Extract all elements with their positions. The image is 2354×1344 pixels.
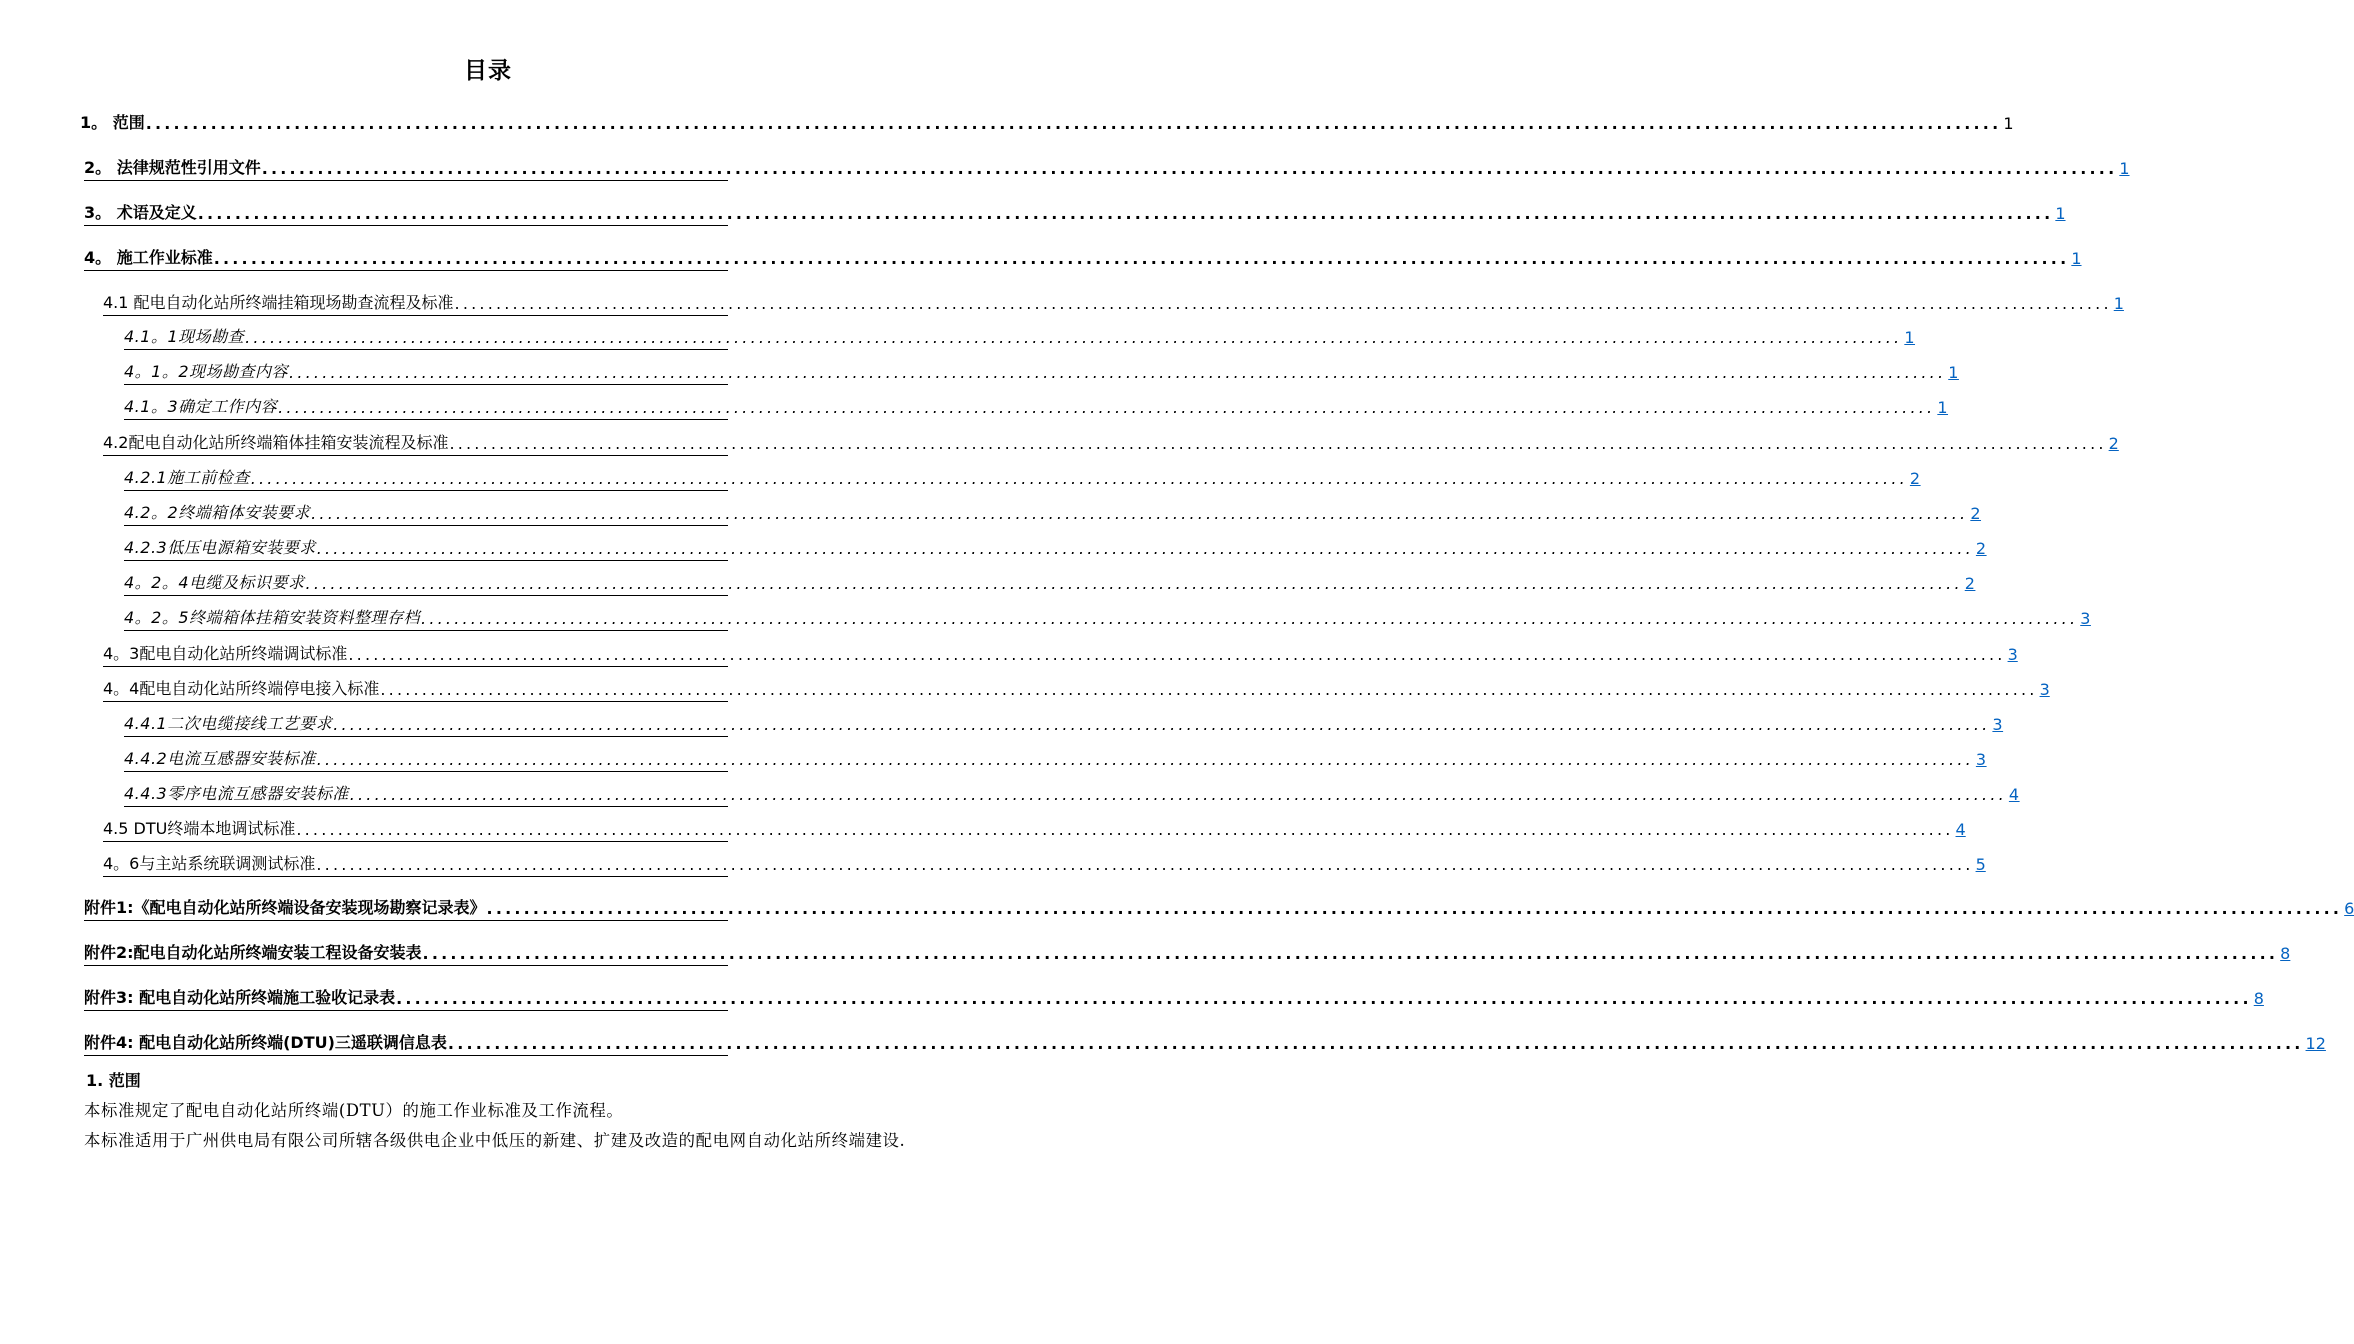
toc-entry-title: 4。4配电自动化站所终端停电接入标准 [103, 679, 380, 698]
toc-entry[interactable] [124, 538, 1987, 561]
toc-entry-title: 4.2。2终端箱体安装要求 [124, 503, 311, 522]
toc-page-number[interactable]: 1 [1948, 363, 1959, 382]
toc-page-number[interactable]: 4 [2008, 785, 2020, 804]
toc-page-number[interactable]: 1 [2003, 114, 2014, 133]
toc-dot-leader: ........................................................................................................................................................................................................ [278, 398, 1936, 417]
toc-entry-title: 3。 术语及定义 [84, 203, 197, 222]
toc-entry[interactable] [124, 608, 2091, 631]
scope-section [48, 1066, 918, 1156]
toc-dot-leader: ........................................................................................................................................................................................................ [380, 680, 2038, 699]
toc-entry[interactable] [124, 573, 1976, 596]
toc-page-number[interactable]: 2 [1975, 539, 1987, 558]
toc-page-number[interactable]: 1 [2071, 249, 2082, 268]
toc-entry-title: 4。6与主站系统联调测试标准 [103, 854, 316, 873]
toc-entry-title: 附件3: 配电自动化站所终端施工验收记录表 [84, 988, 396, 1007]
toc-entry-title: 2。 法律规范性引用文件 [84, 158, 261, 177]
toc-entry[interactable] [103, 854, 1986, 877]
toc-dot-leader: ........................................................................................................................................................................................................ [396, 989, 2252, 1008]
toc-dot-leader: ........................................................................................................................................................................................................ [197, 204, 2054, 223]
toc-entry[interactable] [103, 644, 2018, 667]
toc-entry[interactable] [84, 898, 2354, 921]
toc-page-number[interactable]: 1 [1904, 328, 1916, 347]
toc-entry[interactable] [124, 362, 1959, 385]
toc-page-number[interactable]: 3 [2039, 680, 2050, 699]
toc-dot-leader: ........................................................................................................................................................................................................ [447, 1034, 2304, 1053]
toc-entry-title: 4.5 DTU终端本地调试标准 [103, 819, 296, 838]
toc-page-number[interactable]: 3 [1992, 715, 2004, 734]
toc-page-number[interactable]: 1 [2055, 204, 2066, 223]
toc-entry[interactable] [124, 468, 1921, 491]
toc-dot-leader: ........................................................................................................................................................................................................ [145, 114, 2002, 133]
toc-dot-leader: ........................................................................................................................................................................................................ [333, 715, 1991, 734]
toc-entry-title: 4.1。3确定工作内容 [124, 397, 278, 416]
toc-entry-title: 附件2:配电自动化站所终端安装工程设备安装表 [84, 943, 422, 962]
toc-entry-title: 4。2。5终端箱体挂箱安装资料整理存档 [124, 608, 421, 627]
toc-dot-leader: ........................................................................................................................................................................................................ [305, 574, 1963, 593]
toc-dot-leader: ........................................................................................................................................................................................................ [316, 750, 1974, 769]
toc-dot-leader: ........................................................................................................................................................................................................ [348, 645, 2006, 664]
toc-entry[interactable] [103, 293, 2124, 316]
toc-dot-leader: ........................................................................................................................................................................................................ [316, 855, 1974, 874]
toc-dot-leader: ........................................................................................................................................................................................................ [250, 469, 1908, 488]
toc-entry[interactable] [84, 248, 2082, 271]
toc-page-number[interactable]: 1 [2113, 294, 2124, 313]
toc-dot-leader: ........................................................................................................................................................................................................ [486, 899, 2343, 918]
toc-entry-title: 4.4.3零序电流互感器安装标准 [124, 784, 349, 803]
toc-dot-leader: ........................................................................................................................................................................................................ [261, 159, 2118, 178]
toc-entry[interactable] [103, 679, 2050, 702]
toc-page-number[interactable]: 8 [2253, 989, 2264, 1008]
toc-dot-leader: ........................................................................................................................................................................................................ [422, 944, 2279, 963]
toc-entry-title: 1。 范围 [80, 113, 145, 132]
toc-dot-leader: ........................................................................................................................................................................................................ [296, 820, 1954, 839]
toc-entry-title: 4.4.2电流互感器安装标准 [124, 749, 316, 768]
toc-entry[interactable] [84, 943, 2291, 966]
toc-dot-leader: ........................................................................................................................................................................................................ [311, 504, 1969, 523]
toc-dot-leader: ........................................................................................................................................................................................................ [349, 785, 2007, 804]
toc-entry[interactable] [124, 784, 2020, 807]
toc-entry[interactable] [103, 433, 2119, 456]
toc-entry[interactable] [80, 113, 2014, 135]
toc-page-number[interactable]: 3 [2007, 645, 2018, 664]
toc-entry[interactable] [124, 503, 1982, 526]
toc-dot-leader: ........................................................................................................................................................................................................ [421, 609, 2079, 628]
toc-dot-leader: ........................................................................................................................................................................................................ [316, 539, 1974, 558]
toc-page-number[interactable]: 1 [2119, 159, 2130, 178]
toc-entry-title: 4。 施工作业标准 [84, 248, 213, 267]
toc-entry-title: 4.4.1二次电缆接线工艺要求 [124, 714, 333, 733]
scope-paragraph-1: 本标准规定了配电自动化站所终端(DTU）的施工作业标准及工作流程。 [84, 1101, 624, 1120]
toc-entry[interactable] [124, 749, 1987, 772]
toc-page-number[interactable]: 6 [2344, 899, 2354, 918]
section-heading: 1. 范围 [86, 1071, 141, 1090]
toc-page-number[interactable]: 12 [2305, 1034, 2326, 1053]
toc-entry-title: 4。2。4电缆及标识要求 [124, 573, 305, 592]
toc-entry-title: 4.1。1现场勘查 [124, 327, 245, 346]
toc-entry-title: 4.2配电自动化站所终端箱体挂箱安装流程及标准 [103, 433, 449, 452]
toc-entry[interactable] [84, 988, 2264, 1011]
toc-dot-leader: ........................................................................................................................................................................................................ [454, 294, 2112, 313]
toc-entry-title: 4。3配电自动化站所终端调试标准 [103, 644, 348, 663]
toc-entry-title: 附件1:《配电自动化站所终端设备安装现场勘察记录表》 [84, 898, 486, 917]
toc-entry[interactable] [84, 1033, 2326, 1056]
toc-page-number[interactable]: 2 [1964, 574, 1976, 593]
toc-entry-title: 4.1 配电自动化站所终端挂箱现场勘查流程及标准 [103, 293, 454, 312]
toc-dot-leader: ........................................................................................................................................................................................................ [289, 363, 1947, 382]
toc-entry-title: 4.2.1施工前检查 [124, 468, 250, 487]
toc-entry[interactable] [124, 397, 1949, 420]
toc-entry[interactable] [84, 158, 2130, 181]
scope-paragraph-2: 本标准适用于广州供电局有限公司所辖各级供电企业中低压的新建、扩建及改造的配电网自动化站所终端建设. [84, 1131, 906, 1150]
toc-entry[interactable] [124, 714, 2004, 737]
toc-entry-title: 4.2.3低压电源箱安装要求 [124, 538, 316, 557]
toc-dot-leader: ........................................................................................................................................................................................................ [245, 328, 1903, 347]
toc-page-number[interactable]: 8 [2280, 944, 2291, 963]
toc-page-number[interactable]: 4 [1955, 820, 1966, 839]
toc-page-number[interactable]: 2 [1909, 469, 1921, 488]
toc-entry[interactable] [103, 819, 1966, 842]
toc-page-number[interactable]: 3 [2080, 609, 2091, 628]
toc-page-number[interactable]: 3 [1975, 750, 1987, 769]
toc-entry-title: 附件4: 配电自动化站所终端(DTU)三遥联调信息表 [84, 1033, 447, 1052]
toc-page-number[interactable]: 5 [1975, 855, 1986, 874]
toc-page-number[interactable]: 1 [1937, 398, 1949, 417]
page-title: 目录 [464, 58, 512, 84]
toc-page-number[interactable]: 2 [1970, 504, 1982, 523]
toc-page-number[interactable]: 2 [2108, 434, 2119, 453]
toc-entry[interactable] [124, 327, 1916, 350]
toc-dot-leader: ........................................................................................................................................................................................................ [213, 249, 2070, 268]
toc-entry-title: 4。1。2现场勘查内容 [124, 362, 289, 381]
toc-entry[interactable] [84, 203, 2066, 226]
toc-dot-leader: ........................................................................................................................................................................................................ [449, 434, 2107, 453]
